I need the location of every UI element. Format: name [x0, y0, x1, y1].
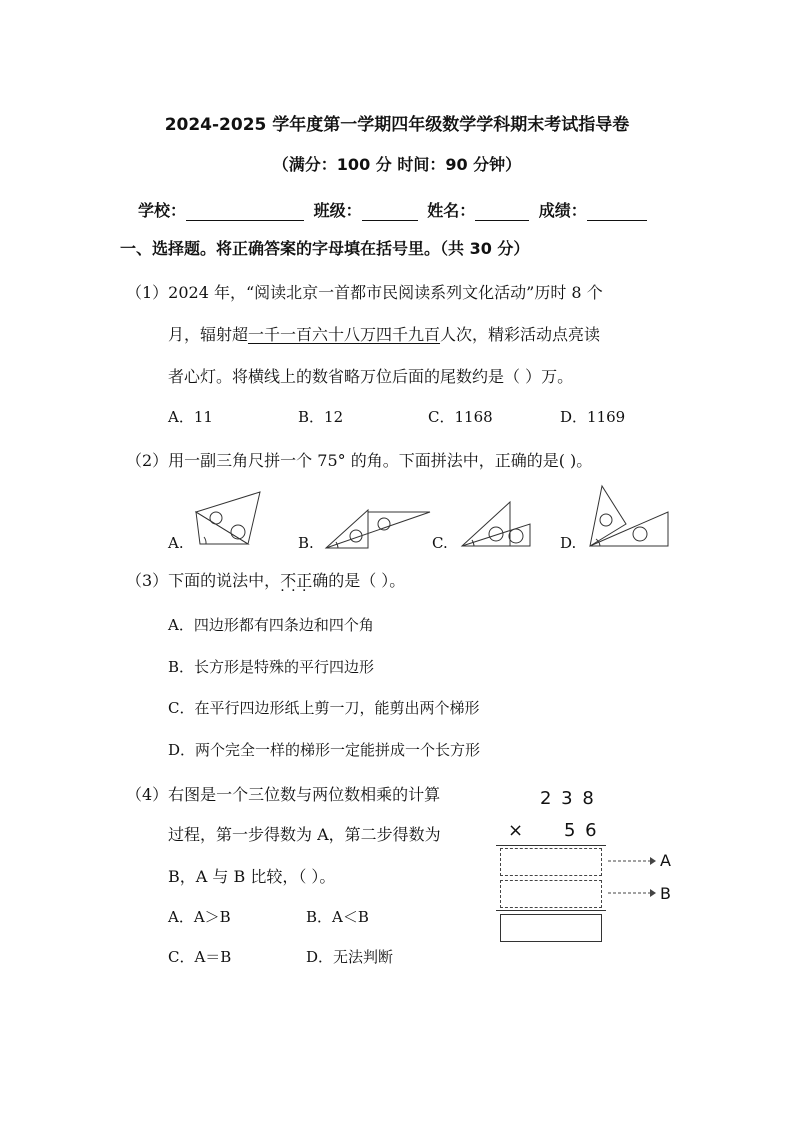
triangle-figure-c	[458, 496, 534, 552]
calc-rule-top	[496, 845, 606, 846]
calc-multiplier: 5 6	[564, 820, 599, 841]
q1-line3: 者心灯。将横线上的数省略万位后面的尾数约是（ ）万。	[168, 367, 574, 386]
q1-line2-pre: 月，辐射超	[168, 325, 249, 344]
q4-line3: B，A 与 B 比较，（ ）。	[168, 867, 336, 886]
school-field[interactable]	[186, 202, 304, 221]
grade-field[interactable]	[587, 202, 647, 221]
class-label: 班级：	[313, 201, 362, 220]
score-time: （满分：100 分 时间：90 分钟）	[272, 155, 522, 174]
q1-option-a[interactable]: A．11	[168, 408, 213, 426]
grade-label: 成绩：	[538, 201, 587, 220]
calc-multiplicand: 2 3 8	[540, 788, 596, 809]
q4-option-c[interactable]: C．A＝B	[168, 948, 232, 966]
q4-option-b[interactable]: B．A＜B	[306, 908, 369, 926]
q2-option-d[interactable]: D.	[560, 534, 577, 552]
name-field[interactable]	[475, 202, 529, 221]
q3-option-d[interactable]: D．两个完全一样的梯形一定能拼成一个长方形	[168, 741, 481, 759]
school-label: 学校：	[138, 201, 187, 220]
q3-option-b[interactable]: B．长方形是特殊的平行四边形	[168, 658, 375, 676]
q4-option-d[interactable]: D．无法判断	[306, 948, 394, 966]
q3-post: 的是（ ）。	[328, 571, 406, 590]
q4-option-a[interactable]: A．A＞B	[168, 908, 231, 926]
q2-option-b[interactable]: B.	[298, 534, 314, 552]
q1-line2-post: 人次，精彩活动点亮读	[440, 325, 601, 344]
calc-rule-bottom	[496, 910, 606, 911]
q1-line1: （1）2024 年，“阅读北京一首都市民阅读系列文化活动”历时 8 个	[126, 283, 603, 302]
arrow-icons	[606, 852, 658, 902]
q3-emphasis: 不正确 · · ·	[280, 571, 328, 590]
calc-result-box	[500, 914, 602, 942]
q1-option-c[interactable]: C．1168	[428, 408, 493, 426]
q1-underlined-number: 一千一百六十八万四千九百	[248, 325, 441, 344]
q2-option-a[interactable]: A.	[168, 534, 184, 552]
class-field[interactable]	[362, 202, 418, 221]
triangle-figure-d	[582, 482, 674, 552]
calc-times-sign: ×	[508, 820, 524, 841]
q1-option-b[interactable]: B．12	[298, 408, 344, 426]
section-heading: 一、选择题。将正确答案的字母填在括号里。（共 30 分）	[120, 239, 530, 258]
q1-line2	[168, 322, 600, 345]
triangle-figure-b	[322, 502, 434, 552]
q4-line2: 过程，第一步得数为 A，第二步得数为	[168, 825, 441, 844]
q3-option-a[interactable]: A．四边形都有四条边和四个角	[168, 616, 374, 634]
q1-option-d[interactable]: D．1169	[560, 408, 626, 426]
calc-label-a: A	[660, 851, 671, 870]
q2-line1: （2）用一副三角尺拼一个 75° 的角。下面拼法中，正确的是( )。	[126, 451, 593, 470]
calc-step-b-box	[500, 880, 602, 908]
q3-option-c[interactable]: C．在平行四边形纸上剪一刀，能剪出两个梯形	[168, 699, 480, 717]
calc-label-b: B	[660, 884, 671, 903]
student-info	[138, 198, 651, 221]
q4-line1: （4）右图是一个三位数与两位数相乘的计算	[126, 785, 441, 804]
calc-step-a-box	[500, 848, 602, 876]
q3-pre: （3）下面的说法中，	[126, 571, 281, 590]
page-title: 2024-2025 学年度第一学期四年级数学学科期末考试指导卷	[164, 115, 630, 135]
name-label: 姓名：	[427, 201, 476, 220]
q3-line1	[126, 568, 405, 591]
triangle-figure-a	[190, 488, 270, 554]
q2-option-c[interactable]: C.	[432, 534, 448, 552]
